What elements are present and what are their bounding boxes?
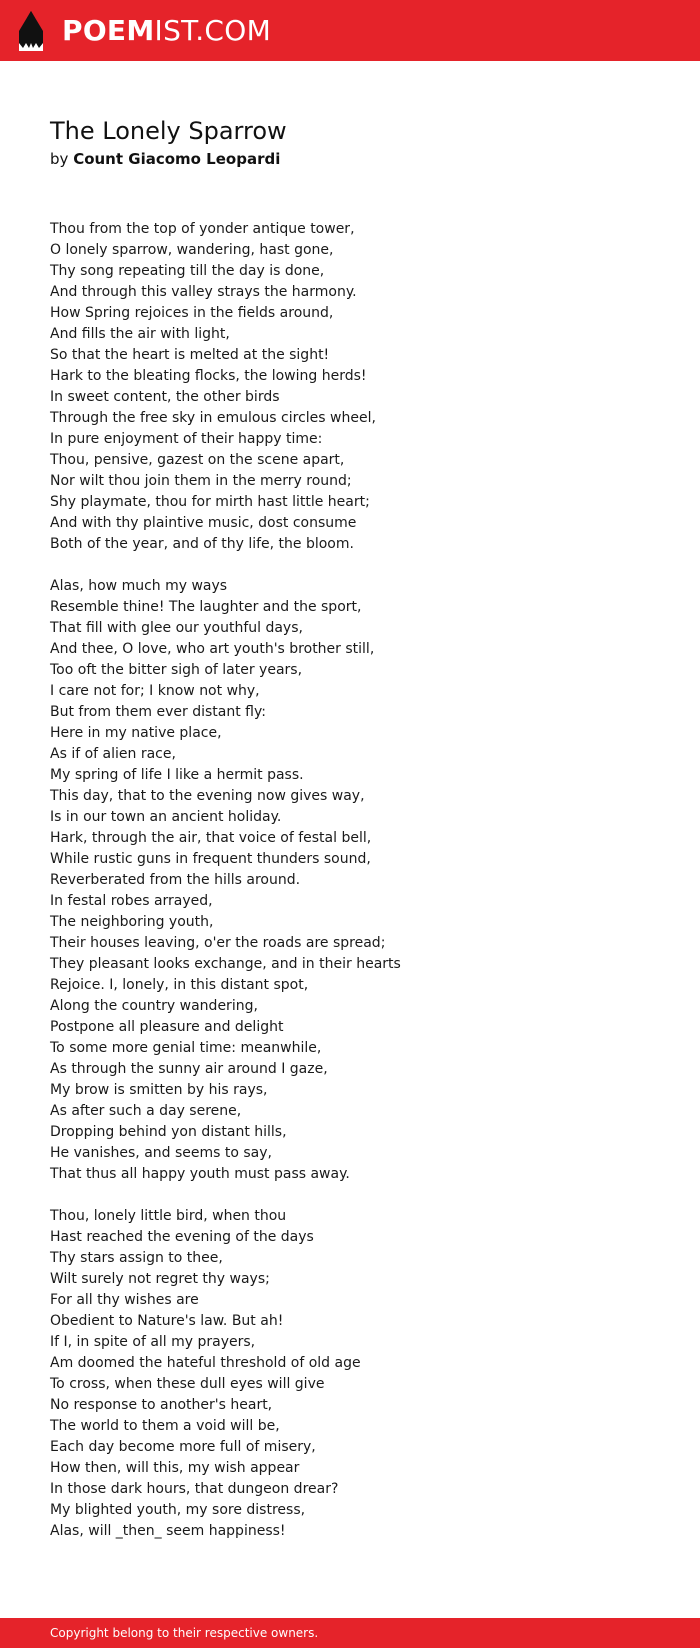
poem-line: O lonely sparrow, wandering, hast gone, — [50, 242, 334, 258]
poem-line: Alas, will _then_ seem happiness! — [50, 1523, 286, 1539]
poem-line: Rejoice. I, lonely, in this distant spot, — [50, 977, 309, 993]
poem-body — [50, 219, 670, 1563]
poem-line: As through the sunny air around I gaze, — [50, 1061, 328, 1077]
poem-line: That fill with glee our youthful days, — [50, 620, 303, 636]
byline-prefix: by — [50, 150, 69, 168]
poem-stanza — [50, 1206, 670, 1542]
poem-line: Hast reached the evening of the days — [50, 1229, 314, 1245]
poem-author: Count Giacomo Leopardi — [73, 150, 281, 168]
poem-line: How Spring rejoices in the fields around, — [50, 305, 334, 321]
poem-line: And through this valley strays the harmony. — [50, 284, 357, 300]
poem-line: Wilt surely not regret thy ways; — [50, 1271, 270, 1287]
poem-line: Postpone all pleasure and delight — [50, 1019, 284, 1035]
poem-line: So that the heart is melted at the sight! — [50, 347, 330, 363]
poem-line: For all thy wishes are — [50, 1292, 199, 1308]
poem-line: Hark to the bleating flocks, the lowing herds! — [50, 368, 367, 384]
copyright-text: Copyright belong to their respective owners. — [50, 1626, 319, 1640]
poem-line: And fills the air with light, — [50, 326, 230, 342]
poem-line: Obedient to Nature's law. But ah! — [50, 1313, 284, 1329]
poem-line: Thou, lonely little bird, when thou — [50, 1208, 287, 1224]
poem-line: To some more genial time: meanwhile, — [50, 1040, 322, 1056]
logo-text-light: IST.COM — [154, 14, 272, 47]
poem-line: Nor wilt thou join them in the merry round; — [50, 473, 352, 489]
poem-line: And thee, O love, who art youth's brother still, — [50, 641, 375, 657]
poem-line: Thy song repeating till the day is done, — [50, 263, 325, 279]
poem-line: And with thy plaintive music, dost consume — [50, 515, 357, 531]
poem-line: Resemble thine! The laughter and the sport, — [50, 599, 362, 615]
poem-line: Thou from the top of yonder antique tower, — [50, 221, 355, 237]
logo-text-bold: POEM — [62, 14, 155, 47]
poem-line: Am doomed the hateful threshold of old age — [50, 1355, 361, 1371]
poem-stanza — [50, 219, 670, 555]
poem-line: Thou, pensive, gazest on the scene apart, — [50, 452, 345, 468]
poem-stanza — [50, 576, 670, 1185]
poem-line: Each day become more full of misery, — [50, 1439, 316, 1455]
poem-title: The Lonely Sparrow — [50, 117, 287, 145]
poem-line: In sweet content, the other birds — [50, 389, 280, 405]
poem-line: As if of alien race, — [50, 746, 176, 762]
poem-line: I care not for; I know not why, — [50, 683, 260, 699]
poem-line: Along the country wandering, — [50, 998, 258, 1014]
poem-byline — [50, 148, 280, 170]
poem-line: While rustic guns in frequent thunders sound, — [50, 851, 371, 867]
poem-line: How then, will this, my wish appear — [50, 1460, 300, 1476]
poem-line: No response to another's heart, — [50, 1397, 273, 1413]
poem-line: That thus all happy youth must pass away. — [50, 1166, 350, 1182]
poem-line: Is in our town an ancient holiday. — [50, 809, 282, 825]
poem-line: As after such a day serene, — [50, 1103, 242, 1119]
poem-line: Too oft the bitter sigh of later years, — [50, 662, 303, 678]
poem-line: My brow is smitten by his rays, — [50, 1082, 268, 1098]
poem-line: He vanishes, and seems to say, — [50, 1145, 272, 1161]
poem-line: Shy playmate, thou for mirth hast little heart; — [50, 494, 370, 510]
poem-line: Hark, through the air, that voice of festal bell, — [50, 830, 372, 846]
poem-line: Dropping behind yon distant hills, — [50, 1124, 287, 1140]
poem-line: My blighted youth, my sore distress, — [50, 1502, 306, 1518]
poem-line: Reverberated from the hills around. — [50, 872, 301, 888]
poem-line: They pleasant looks exchange, and in their hearts — [50, 956, 401, 972]
poem-line: In pure enjoyment of their happy time: — [50, 431, 323, 447]
site-footer — [0, 1618, 700, 1648]
poem-line: Here in my native place, — [50, 725, 222, 741]
poem-line: In those dark hours, that dungeon drear? — [50, 1481, 339, 1497]
poem-line: To cross, when these dull eyes will give — [50, 1376, 325, 1392]
poem-line: Alas, how much my ways — [50, 578, 228, 594]
poem-line: My spring of life I like a hermit pass. — [50, 767, 304, 783]
poem-line: Both of the year, and of thy life, the bloom. — [50, 536, 354, 552]
site-logo[interactable] — [18, 10, 271, 52]
poem-line: In festal robes arrayed, — [50, 893, 213, 909]
poem-line: This day, that to the evening now gives way, — [50, 788, 365, 804]
site-logo-text — [62, 10, 271, 52]
poem-line: If I, in spite of all my prayers, — [50, 1334, 256, 1350]
site-header — [0, 0, 700, 61]
poem-line: The neighboring youth, — [50, 914, 214, 930]
poem-line: Through the free sky in emulous circles wheel, — [50, 410, 376, 426]
poem-line: Their houses leaving, o'er the roads are spread; — [50, 935, 386, 951]
poem-line: The world to them a void will be, — [50, 1418, 280, 1434]
pencil-icon — [18, 10, 44, 52]
poem-line: But from them ever distant fly: — [50, 704, 266, 720]
poem-line: Thy stars assign to thee, — [50, 1250, 223, 1266]
